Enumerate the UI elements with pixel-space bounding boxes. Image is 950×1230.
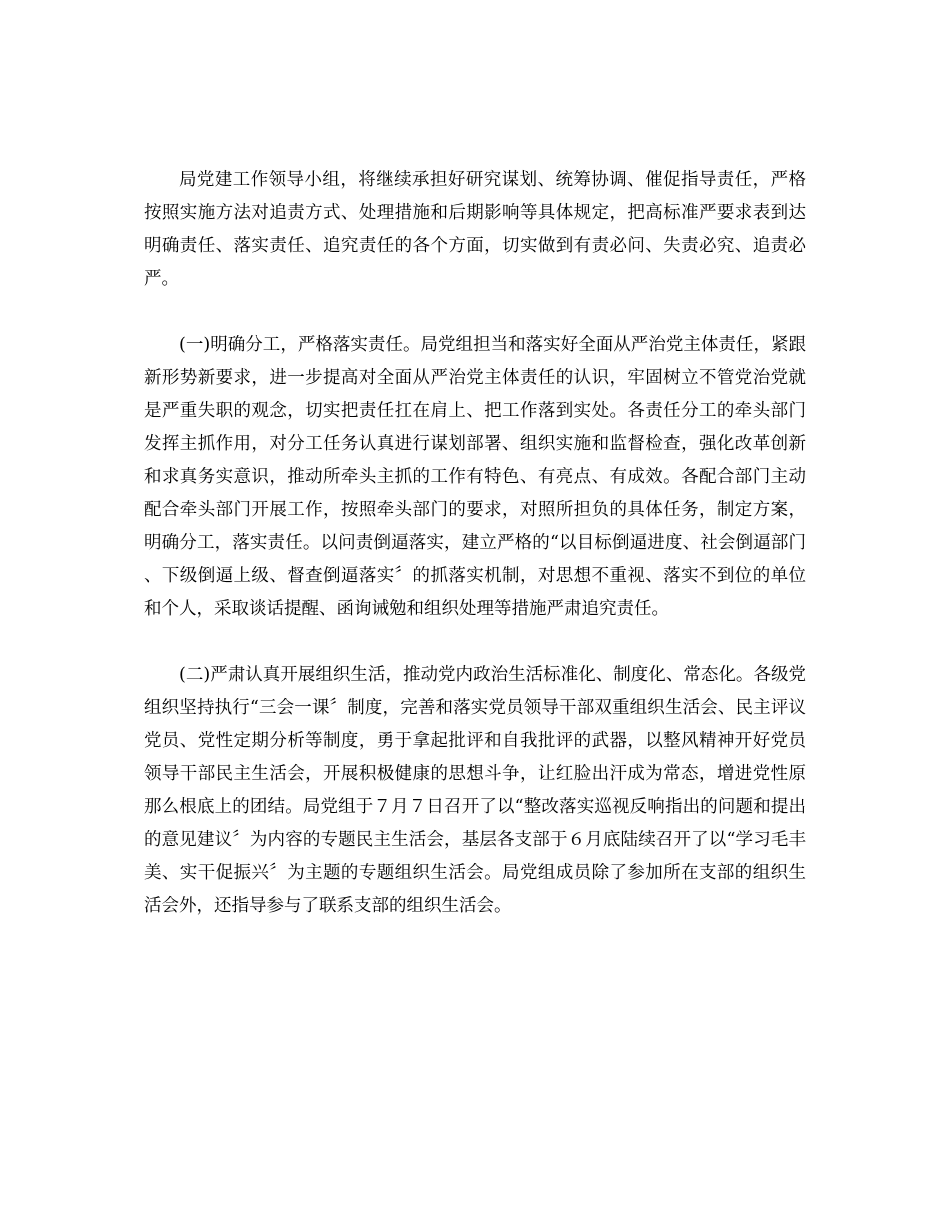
paragraph-section-2-organizational-life: (二)严肃认真开展组织生活，推动党内政治生活标准化、制度化、常态化。各级党组织坚持执行“三会一课〞制度，完善和落实党员领导干部双重组织生活会、民主评议党员、党性定期分析等制度，勇于拿起批评和自我批评的武器，以整风精神开好党员领导干部民主生活会，开展积极健康的思想斗争，让红脸出汗成为常态，增进党性原那么根底上的团结。局党组于７月７日召开了以“整改落实巡视反响指出的问题和提出的意见建议〞为内容的专题民主生活会，基层各支部于６月底陆续召开了以“学习毛丰美、实干促振兴〞为主题的专题组织生活会。局党组成员除了参加所在支部的组织生活会外，还指导参与了联系支部的组织生活会。 <box>144 665 806 916</box>
paragraph-party-leadership-group: 局党建工作领导小组，将继续承担好研究谋划、统筹协调、催促指导责任，严格按照实施方法对追责方式、处理措施和后期影响等具体规定，把高标准严要求表到达明确责任、落实责任、追究责任的各个方面，切实做到有责必问、失责必究、追责必严。 <box>144 170 806 289</box>
document-body <box>144 164 806 923</box>
paragraph-section-1-responsibility: (一)明确分工，严格落实责任。局党组担当和落实好全面从严治党主体责任，紧跟新形势新要求，进一步提高对全面从严治党主体责任的认识，牢固树立不管党治党就是严重失职的观念，切实把责任扛在肩上、把工作落到实处。各责任分工的牵头部门发挥主抓作用，对分工任务认真进行谋划部署、组织实施和监督检查，强化改革创新和求真务实意识，推动所牵头主抓的工作有特色、有亮点、有成效。各配合部门主动配合牵头部门开展工作，按照牵头部门的要求，对照所担负的具体任务，制定方案，明确分工，落实责任。以问责倒逼落实，建立严格的“以目标倒逼进度、社会倒逼部门、下级倒逼上级、督查倒逼落实〞的抓落实机制，对思想不重视、落实不到位的单位和个人，采取谈话提醒、函询诫勉和组织处理等措施严肃追究责任。 <box>144 335 806 619</box>
